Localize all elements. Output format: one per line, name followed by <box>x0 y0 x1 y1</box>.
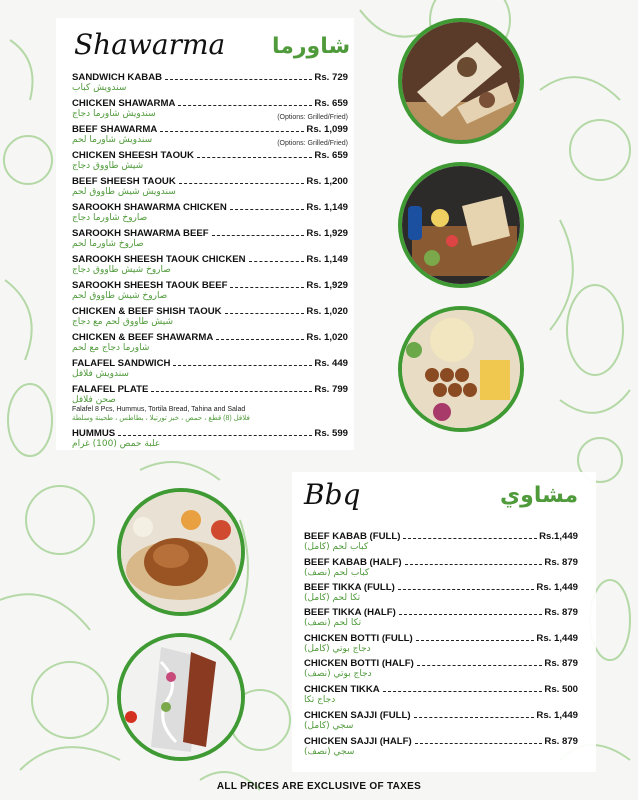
menu-item-chicken-shawarma: CHICKEN SHAWARMA Rs. 659 سندويش شاورما دجاج (Options: Grilled/Fried) <box>72 98 348 121</box>
menu-item-beef-tikka-full: BEEF TIKKA (FULL) Rs. 1,449 تكا لحم (كامل) <box>304 582 578 603</box>
falafel-plate-description-arabic: فلافل (8) قطع ، حمص ، خبز تورتيلا ، بطاطس ، طحينة وسلطة <box>72 415 250 422</box>
shawarma-title: Shawarma <box>74 28 226 61</box>
menu-item-chicken-sajji-half: CHICKEN SAJJI (HALF) Rs. 879 سجي (نصف) <box>304 736 578 757</box>
menu-item-chicken-sheesh-taouk: CHICKEN SHEESH TAOUK Rs. 659 شيش طاووق دجاج <box>72 150 348 171</box>
falafel-plate-photo <box>398 306 524 432</box>
menu-item-falafel-sandwich: FALAFEL SANDWICH Rs. 449 سندويش فلافل <box>72 358 348 379</box>
chicken-sajji-photo <box>117 488 245 616</box>
menu-item-sarookh-sheesh-taouk-chicken: SAROOKH SHEESH TAOUK CHICKEN Rs. 1,149 صاروخ شيش طاووق دجاج <box>72 254 348 275</box>
menu-item-beef-sheesh-taouk: BEEF SHEESH TAOUK Rs. 1,200 سندويش شيش طاووق لحم <box>72 176 348 197</box>
menu-item-sarookh-shawarma-beef: SAROOKH SHAWARMA BEEF Rs. 1,929 صاروخ شاورما لحم <box>72 228 348 249</box>
menu-item-beef-kabab-full: BEEF KABAB (FULL) Rs.1,449 كباب لحم (كامل) <box>304 531 578 552</box>
falafel-plate-description: Falafel 8 Pcs, Hummus, Tortila Bread, Tahina and Salad <box>72 406 246 413</box>
menu-item-chicken-botti-half: CHICKEN BOTTI (HALF) Rs. 879 دجاج بوتي (نصف) <box>304 658 578 679</box>
menu-item-hummus: HUMMUS Rs. 599 علبة حمص (100) غرام <box>72 428 348 449</box>
menu-item-falafel-plate: FALAFEL PLATE Rs. 799 صحن فلافل Falafel 8 Pcs, Hummus, Tortila Bread, Tahina and Salad فلافل (8) قطع ، حمص ، خبز تورتيلا ، بطاطس ، طحينة وسلطة <box>72 384 348 422</box>
menu-item-chicken-sajji-full: CHICKEN SAJJI (FULL) Rs. 1,449 سجي (كامل) <box>304 710 578 731</box>
menu-item-chicken-tikka: CHICKEN TIKKA Rs. 500 دجاج تكا <box>304 684 578 705</box>
menu-item-sandwich-kabab: SANDWICH KABAB Rs. 729 سندويش كباب <box>72 72 348 93</box>
menu-item-sarookh-shawarma-chicken: SAROOKH SHAWARMA CHICKEN Rs. 1,149 صاروخ شاورما دجاج <box>72 202 348 223</box>
shawarma-title-arabic: شاورما <box>272 34 351 59</box>
menu-item-beef-kabab-half: BEEF KABAB (HALF) Rs. 879 كباب لحم (نصف) <box>304 557 578 578</box>
menu-item-beef-tikka-half: BEEF TIKKA (HALF) Rs. 879 تكا لحم (نصف) <box>304 607 578 628</box>
menu-item-chicken-botti-full: CHICKEN BOTTI (FULL) Rs. 1,449 دجاج بوتي (كامل) <box>304 633 578 654</box>
shawarma-wrap-photo <box>398 18 524 144</box>
menu-item-sarookh-sheesh-taouk-beef: SAROOKH SHEESH TAOUK BEEF Rs. 1,929 صاروخ شيش طاووق لحم <box>72 280 348 301</box>
menu-item-chicken-beef-shish-taouk: CHICKEN & BEEF SHISH TAOUK Rs. 1,020 شيش طاووق لحم مع دجاج <box>72 306 348 327</box>
tax-disclaimer: ALL PRICES ARE EXCLUSIVE OF TAXES <box>216 781 422 792</box>
bbq-title: Bbq <box>304 478 361 511</box>
bbq-title-arabic: مشاوي <box>500 483 579 508</box>
shawarma-platter-photo <box>398 162 524 288</box>
menu-item-chicken-beef-shawarma: CHICKEN & BEEF SHAWARMA Rs. 1,020 شاورما دجاج مع لحم <box>72 332 348 353</box>
beef-kabab-photo <box>117 633 245 761</box>
menu-item-beef-shawarma: BEEF SHAWARMA Rs. 1,099 سندويش شاورما لحم (Options: Grilled/Fried) <box>72 124 348 147</box>
